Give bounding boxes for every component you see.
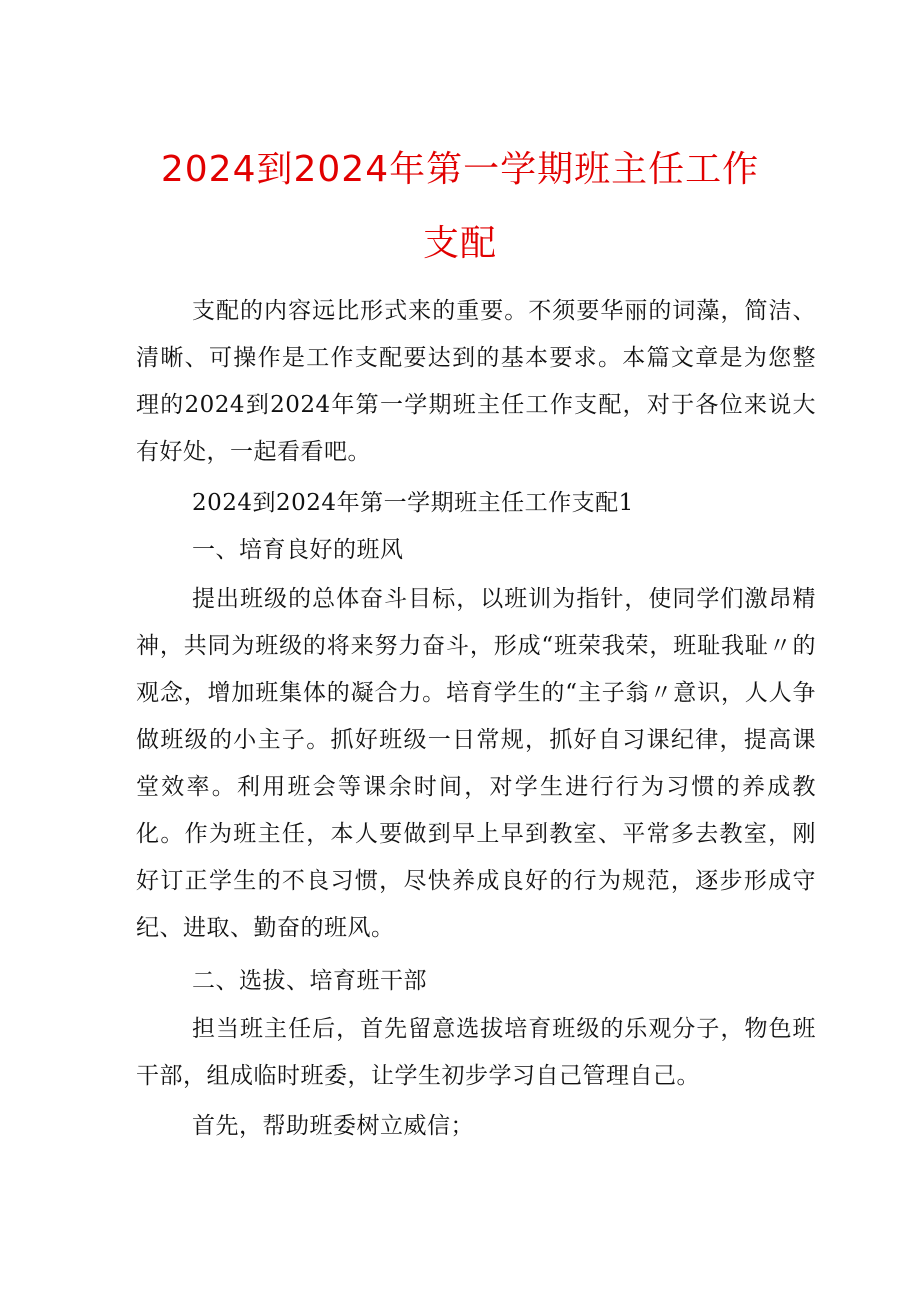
intro-paragraph: 支配的内容远比形式来的重要。不须要华丽的词藻，简洁、清晰、可操作是工作支配要达到的基本要求。本篇文章是为您整理的2024到2024年第一学期班主任工作支配，对于各位来说大有好处，一起看看吧。 [136, 298, 816, 465]
body-paragraph-class-cadres: 担当班主任后，首先留意选拔培育班级的乐观分子，物色班干部，组成临时班委，让学生初步学习自己管理自己。 [136, 1016, 816, 1089]
heading-class-cadres: 二、选拔、培育班干部 [192, 968, 427, 994]
document-title-line-2: 支配 [422, 223, 497, 264]
document-title-line-1: 2024到2024年第一学期班主任工作 [160, 149, 760, 190]
heading-class-spirit: 一、培育良好的班风 [192, 537, 404, 563]
body-paragraph-class-spirit: 提出班级的总体奋斗目标，以班训为指针，使同学们激昂精神，共同为班级的将来努力奋斗，形成“班荣我荣，班耻我耻〃的观念，增加班集体的凝合力。培育学生的“主子翁〃意识，人人争做班级的小主子。抓好班级一日常规，抓好自习课纪律，提高课堂效率。利用班会等课余时间，对学生进行行为习惯的养成教化。作为班主任，本人要做到早上早到教室、平常多去教室，刚好订正学生的不良习惯，尽快养成良好的行为规范，逐步形成守纪、进取、勤奋的班风。 [136, 586, 816, 941]
point-first: 首先，帮助班委树立威信； [192, 1113, 474, 1139]
section-subtitle: 2024到2024年第一学期班主任工作支配1 [192, 490, 634, 516]
